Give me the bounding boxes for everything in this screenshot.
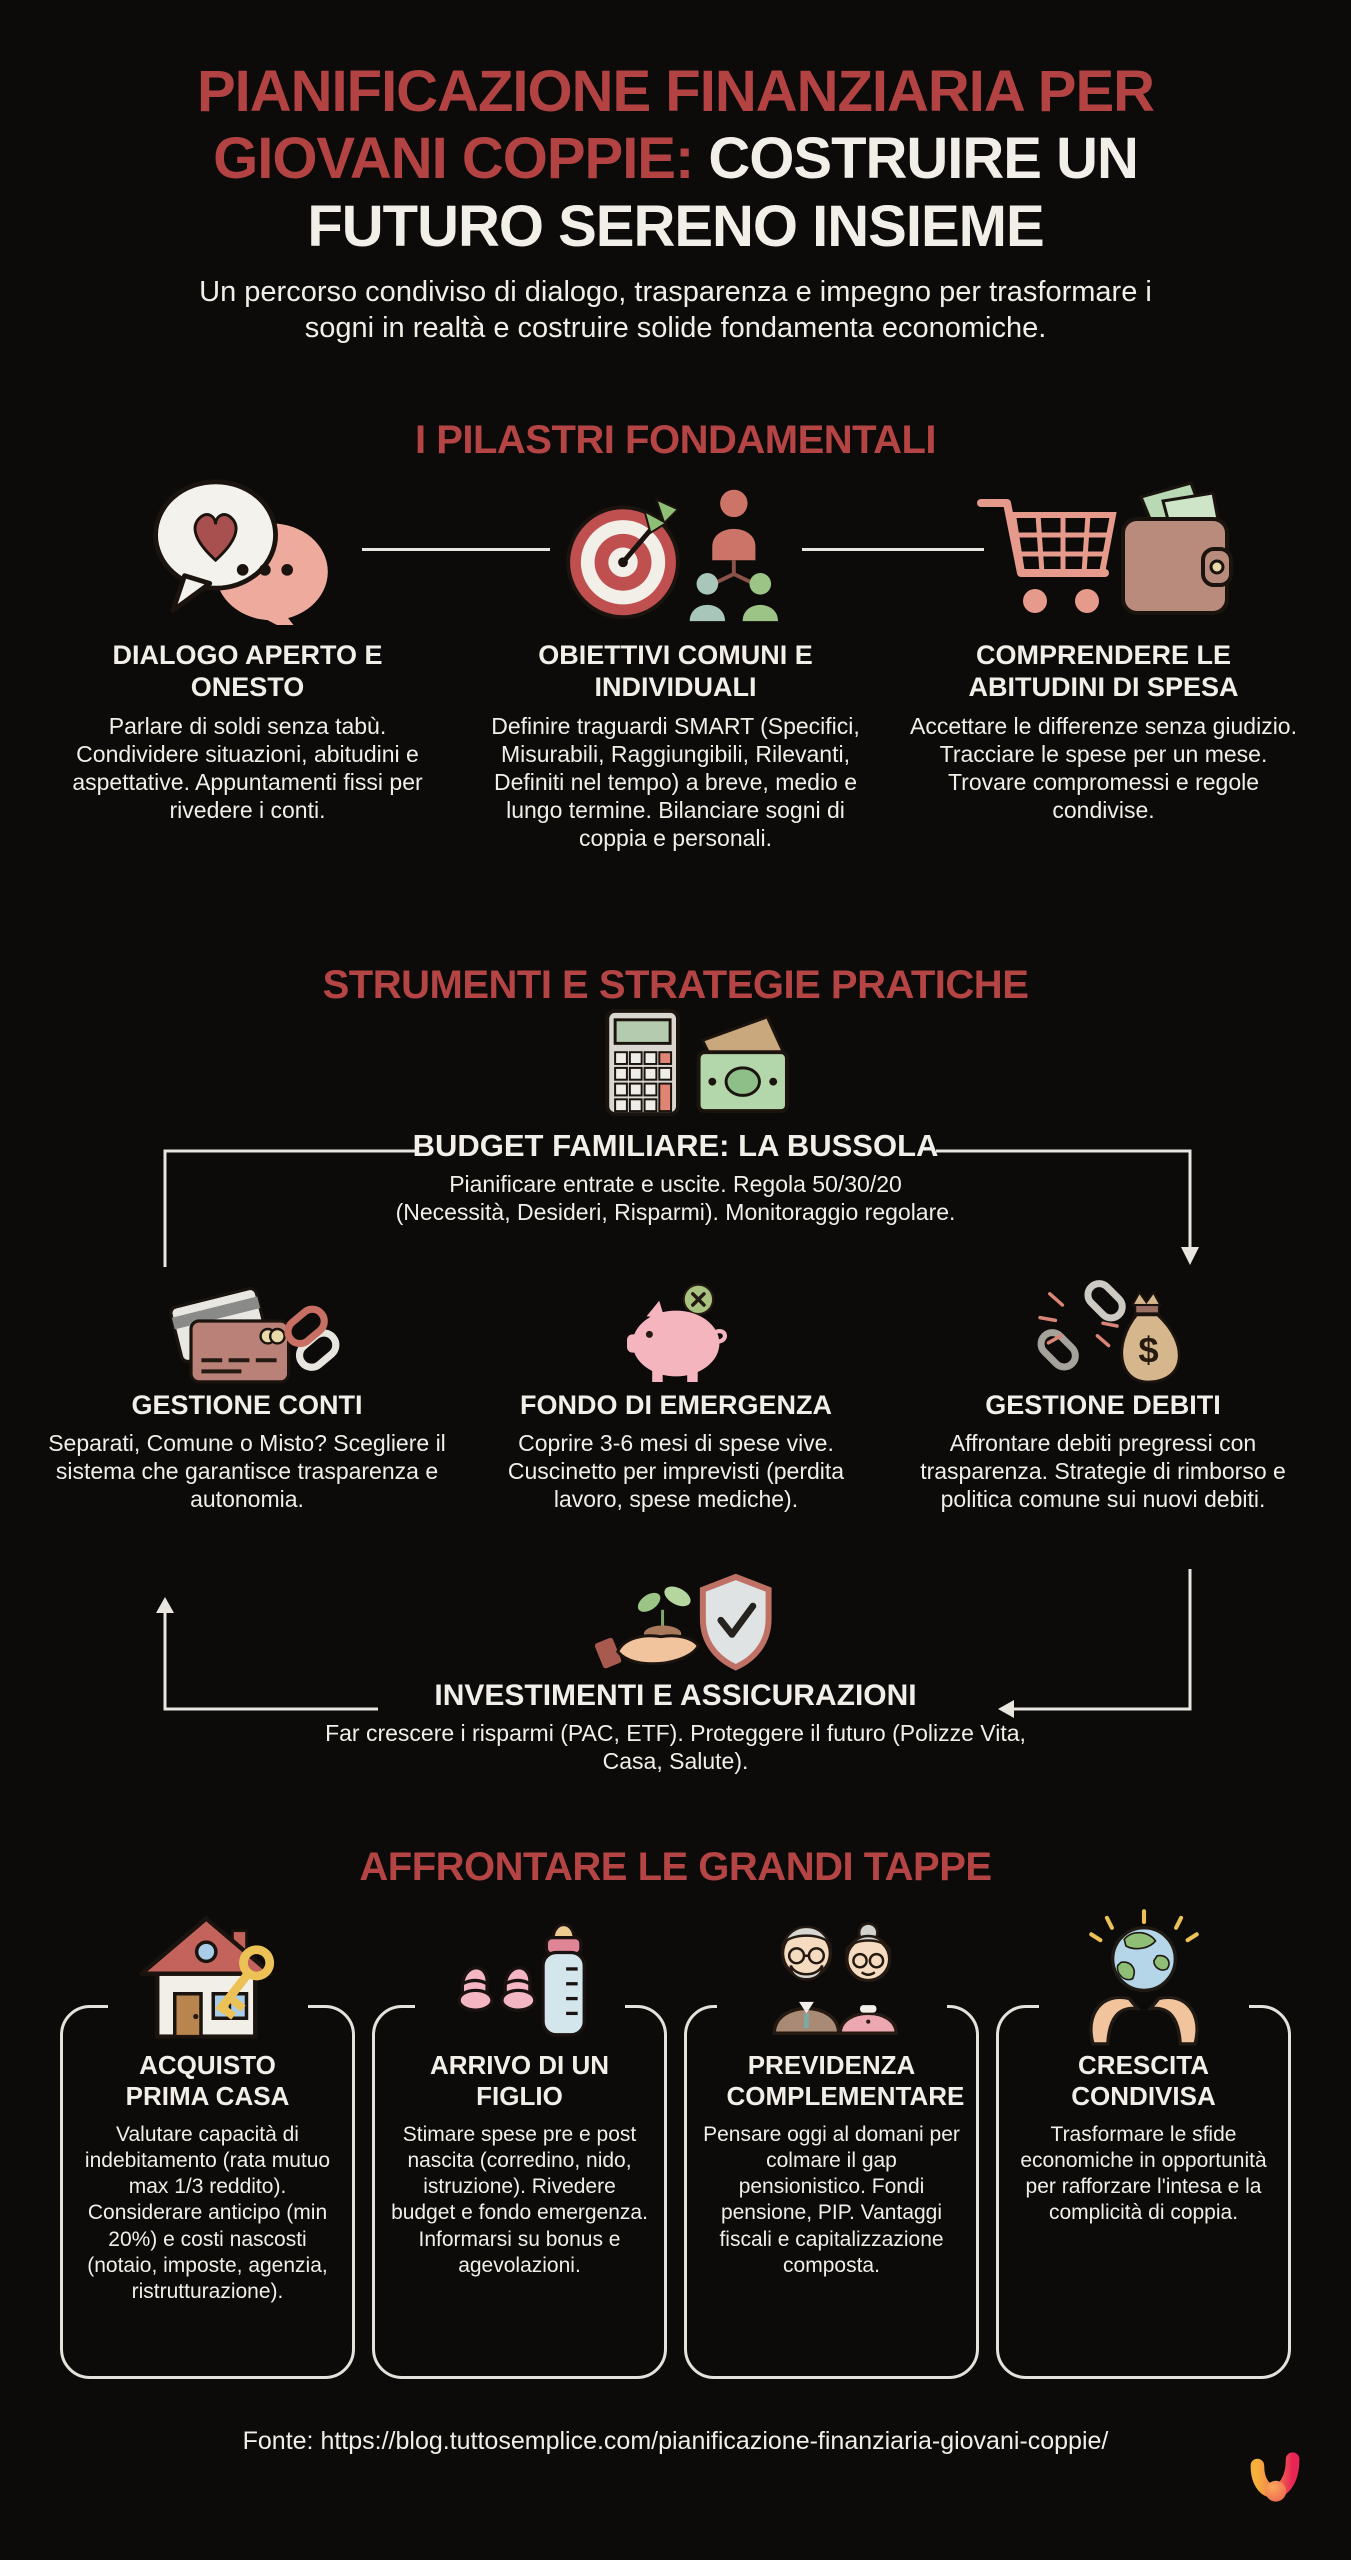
node-title: GESTIONE CONTI: [131, 1390, 363, 1420]
milestone-cards: [0, 2005, 1351, 2379]
baby-shoes-bottle-icon: [415, 1908, 625, 2048]
cart-wallet-icon: [973, 474, 1233, 626]
gestione-debiti-node: [903, 1277, 1303, 1514]
pillars-heading: I PILASTRI FONDAMENTALI: [414, 418, 937, 462]
node-body: Coprire 3-6 mesi di spese vive. Cuscinetto per imprevisti (perdita lavoro, spese mediche).: [507, 1430, 845, 1513]
strategies-flow: [0, 1009, 1351, 1839]
node-title: GESTIONE DEBITI: [985, 1390, 1221, 1420]
pillar-icons-row: [0, 474, 1351, 626]
pillar-body: Definire traguardi SMART (Specifici, Misurabili, Raggiungibili, Rilevanti, Definiti nel tempo) a breve, medio e lungo termine. Bilanciare sogni di coppia e personali.: [491, 712, 860, 851]
card-body: Stimare spese pre e post nascita (corredino, nido, istruzione). Rivedere budget e fondo emergenza. Informarsi su bonus e agevolazioni.: [391, 2123, 648, 2277]
gestione-conti-node: [47, 1277, 447, 1514]
card-crescita: [996, 2005, 1291, 2379]
pillar-obiettivi: [481, 640, 871, 852]
investimenti-title: INVESTIMENTI E ASSICURAZIONI: [434, 1679, 917, 1712]
piggy-bank-icon: [476, 1277, 876, 1389]
card-previdenza: [684, 2005, 979, 2379]
investimenti-node: [0, 1565, 1351, 1775]
card-arrivo-figlio: [372, 2005, 667, 2379]
title-line3: FUTURO SERENO INSIEME: [307, 193, 1044, 259]
node-title: FONDO DI EMERGENZA: [519, 1390, 832, 1420]
card-title: PREVIDENZA COMPLEMENTARE: [726, 2050, 965, 2112]
fondo-emergenza-node: [476, 1277, 876, 1514]
card-title: ARRIVO DI UN FIGLIO: [429, 2050, 610, 2112]
pillar-body: Accettare le differenze senza giudizio. Tracciare le spese per un mese. Trovare compromessi e regole condivise.: [910, 712, 1297, 823]
card-title: ACQUISTO PRIMA CASA: [125, 2050, 290, 2112]
credit-cards-chain-icon: [47, 1277, 447, 1389]
card-body: Pensare oggi al domani per colmare il gap pensionistico. Fondi pensione, PIP. Vantaggi fiscali e capitalizzazione composta.: [703, 2123, 960, 2277]
pillars-section: [0, 418, 1351, 963]
pillar-title: DIALOGO APERTO E ONESTO: [112, 640, 383, 702]
investimenti-body: Far crescere i risparmi (PAC, ETF). Proteggere il futuro (Polizze Vita, Casa, Salute).: [325, 1719, 1026, 1774]
milestones-heading: AFFRONTARE LE GRANDI TAPPE: [359, 1845, 992, 1889]
card-acquisto-prima-casa: [60, 2005, 355, 2379]
connector-line: [802, 548, 984, 551]
strategies-heading: STRUMENTI E STRATEGIE PRATICHE: [322, 963, 1029, 1007]
svg-text:$: $: [1138, 1329, 1159, 1371]
title-line2-white: COSTRUIRE UN: [708, 126, 1138, 192]
card-body: Valutare capacità di indebitamento (rata mutuo max 1/3 reddito). Considerare anticipo (min 20%) e costi nascosti (notaio, imposte, agenzia, ristrutturazione).: [84, 2123, 331, 2303]
subtitle: Un percorso condiviso di dialogo, trasparenza e impegno per trasformare i sogni in realtà e costruire solide fondamenta economiche.: [199, 275, 1152, 345]
budget-title: BUDGET FAMILIARE: LA BUSSOLA: [412, 1128, 939, 1163]
calculator-money-icon: [0, 1009, 1351, 1117]
card-title: CRESCITA CONDIVISA: [1071, 2050, 1216, 2112]
hands-globe-icon: [1039, 1908, 1249, 2048]
tuttosemplice-logo: [1235, 2448, 1315, 2528]
title-line2-red: GIOVANI COPPIE:: [213, 126, 709, 192]
target-family-icon: [545, 474, 805, 626]
source-text: Fonte: https://blog.tuttosemplice.com/pianificazione-finanziaria-giovani-coppie/: [242, 2427, 1109, 2455]
pillar-body: Parlare di soldi senza tabù. Condividere situazioni, abitudini e aspettative. Appuntamenti fissi per rivedere i conti.: [72, 712, 423, 823]
pillar-title: COMPRENDERE LE ABITUDINI DI SPESA: [968, 640, 1239, 702]
header: [0, 0, 1351, 418]
chat-heart-icon: [117, 474, 377, 626]
elderly-couple-icon: [717, 1908, 947, 2048]
pillar-abitudini: [909, 640, 1299, 852]
pillar-title: OBIETTIVI COMUNI E INDIVIDUALI: [538, 640, 813, 702]
hand-sprout-shield-icon: [0, 1565, 1351, 1677]
node-body: Separati, Comune o Misto? Scegliere il sistema che garantisce trasparenza e autonomia.: [48, 1430, 446, 1513]
pillar-dialogo: [53, 640, 443, 852]
pillar-columns: [0, 640, 1351, 852]
page-title: [0, 58, 1351, 260]
title-line1: PIANIFICAZIONE FINANZIARIA PER: [196, 59, 1155, 124]
node-body: Affrontare debiti pregressi con trasparenza. Strategie di rimborso e politica comune sui nuovi debiti.: [920, 1430, 1286, 1513]
card-body: Trasformare le sfide economiche in opportunità per rafforzare l'intesa e la complicità di coppia.: [1020, 2123, 1267, 2225]
connector-line: [362, 548, 550, 551]
house-key-icon: [108, 1908, 308, 2048]
budget-node: [0, 1127, 1351, 1226]
budget-body: Pianificare entrate e uscite. Regola 50/30/20 (Necessità, Desideri, Risparmi). Monitoraggio regolare.: [395, 1171, 956, 1226]
milestones-section: [0, 1845, 1351, 2379]
broken-chain-moneybag-icon: [903, 1277, 1303, 1389]
